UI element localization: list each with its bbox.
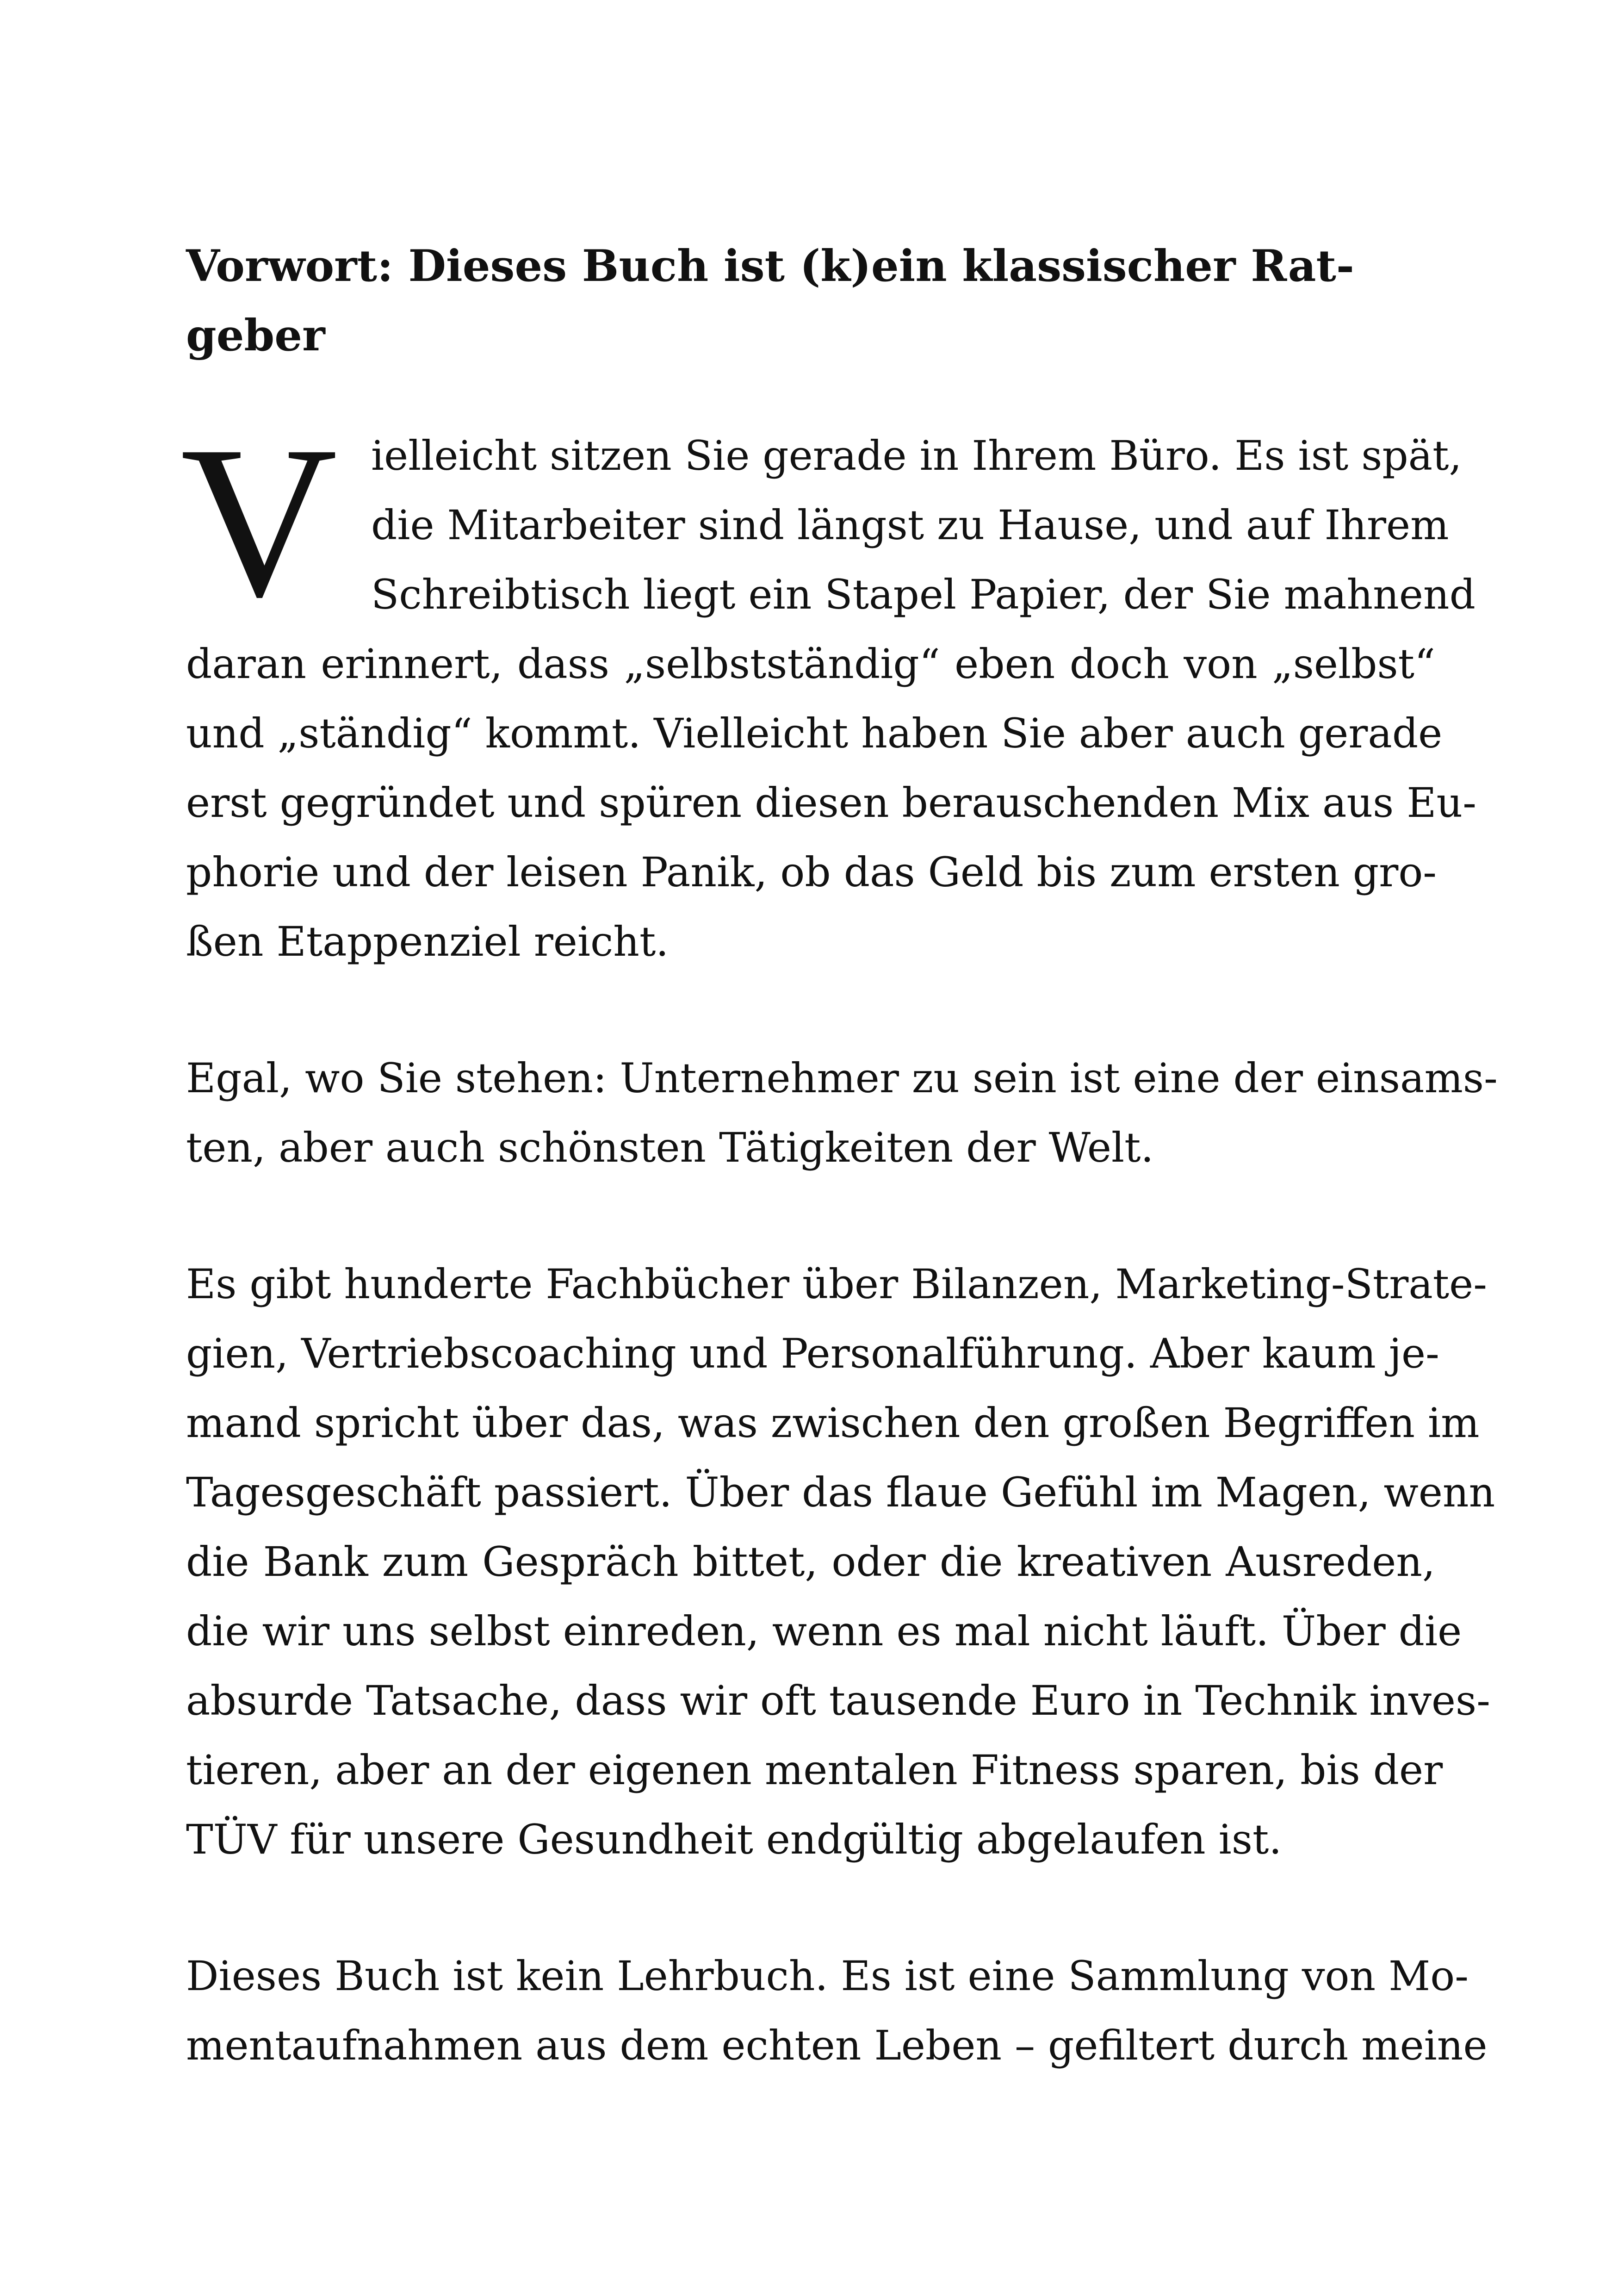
paragraph-lehrbuch [186,1941,1488,2080]
text-line: die wir uns selbst einreden, wenn es mal nicht läuft. Über die [186,1607,1462,1655]
paragraph-intro [180,401,1476,977]
text-line: mand spricht über das, was zwischen den großen Begriffen im [186,1399,1480,1447]
text-line: die Mitarbeiter sind längst zu Hause, und auf Ihrem [371,501,1449,549]
text-line: die Bank zum Gespräch bittet, oder die kreativen Ausreden, [186,1538,1435,1586]
text-line: Tagesgeschäft passiert. Über das flaue Gefühl im Magen, wenn [186,1468,1495,1516]
text-line: ielleicht sitzen Sie gerade in Ihrem Büro. Es ist spät, [371,432,1462,479]
text-line: absurde Tatsache, dass wir oft tausende Euro in Technik inves- [186,1677,1490,1724]
heading-line: geber [186,310,325,361]
chapter-heading [186,231,1435,370]
text-line: phorie und der leisen Panik, ob das Geld bis zum ersten gro- [186,848,1437,896]
book-page [180,231,1498,2080]
text-line: TÜV für unsere Gesundheit endgültig abgelaufen ist. [186,1816,1282,1863]
text-line: tieren, aber an der eigenen mentalen Fitness sparen, bis der [186,1746,1443,1794]
drop-cap: V [180,401,338,642]
heading-line: Vorwort: Dieses Buch ist (k)ein klassischer Rat- [186,241,1354,292]
text-line: erst gegründet und spüren diesen berauschenden Mix aus Eu- [186,779,1476,827]
text-line: gien, Vertriebscoaching und Personalführung. Aber kaum je- [186,1330,1439,1377]
text-line: Es gibt hunderte Fachbücher über Bilanzen, Marketing-Strate- [186,1260,1487,1308]
text-line: daran erinnert, dass „selbstständig“ eben doch von „selbst“ [186,640,1435,688]
text-line: ten, aber auch schönsten Tätigkeiten der Welt. [186,1124,1154,1171]
paragraph-egal [186,1044,1498,1182]
text-line: mentaufnahmen aus dem echten Leben – gefiltert durch meine [186,2022,1488,2069]
text-line: ßen Etappenziel reicht. [186,918,669,965]
text-line: Schreibtisch liegt ein Stapel Papier, der Sie mahnend [371,571,1475,618]
paragraph-fachbuecher [186,1250,1495,1874]
text-line: und „ständig“ kommt. Vielleicht haben Sie aber auch gerade [186,709,1443,757]
text-line: Egal, wo Sie stehen: Unternehmer zu sein ist eine der einsams- [186,1054,1498,1102]
text-line: Dieses Buch ist kein Lehrbuch. Es ist eine Sammlung von Mo- [186,1952,1469,2000]
